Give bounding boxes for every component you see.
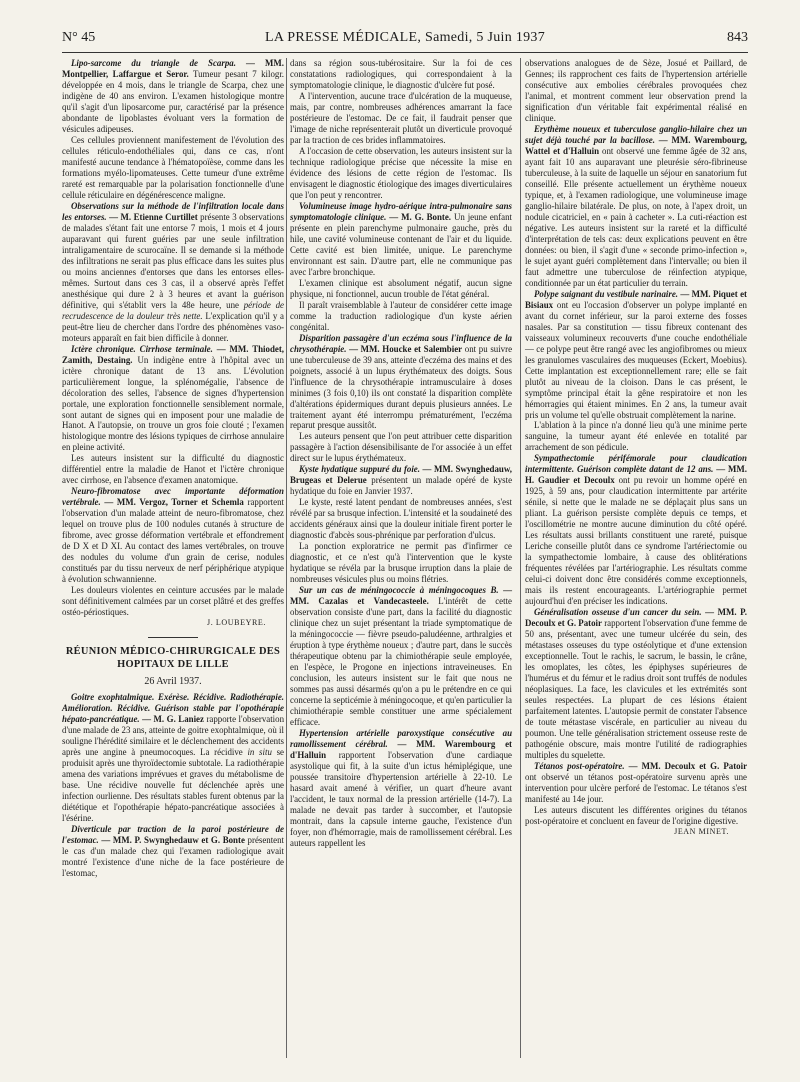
article-paragraph bbox=[525, 607, 747, 761]
article-authors: — MM. Vergoz, Torner et Schemla bbox=[104, 497, 244, 508]
article-authors: — MM. P. Swynghedauw et G. Bonte bbox=[101, 834, 245, 845]
article-paragraph: Les auteurs discutent les différentes origines du tétanos post-opératoire et concluent en faveur de l'origine digestive. bbox=[525, 804, 747, 826]
article-paragraph: observations analogues de de Sèze, Josué et Paillard, de Gennes; ils rapprochent ces faits de l'hypertension artérielle consécutive aux embolies cérébrales provoquées chez l'animal, et montrent comment leur observation prend la signification d'un véritable fait expérimental réalisé en clinique. bbox=[525, 58, 747, 123]
article-authors: — MM. Warembourg, Wattel et d'Halluin bbox=[525, 134, 748, 156]
article-authors: — MM. Montpellier, Laffargue et Seror. bbox=[62, 58, 284, 79]
article-paragraph: Le kyste, resté latent pendant de nombreuses années, s'est révélé par sa brusque infection. L'intensité et la soudaineté des accidents généraux ainsi que la douleur initiale firent porter le diagnostic d'abcès sous-phrénique par perforation d'ulcus. bbox=[290, 497, 512, 541]
article-text: rapportent l'observation d'une cardiaque asystolique qui fit, à la suite d'un ictus hémiplégique, une poussée transitoire d'hypertension artérielle à 22-10. Le hasard avait amené à vérifier, un quart d'heure avant l'accident, le taux normal de la pression artérielle (14-7). La malade ne devait pas tarder à succomber, et l'autopsie montrait, dans la capsule interne gauche, l'existence d'un foyer, non d'hémorragie, mais de ramollissement cérébral. Les auteurs rappellent les bbox=[290, 750, 512, 848]
issue-number: N° 45 bbox=[62, 30, 96, 45]
article-text: ont observé un tétanos post-opératoire survenu après une intervention pour ulcère perforé de l'estomac. Le tétanos s'est manifesté au 14e jour. bbox=[525, 771, 747, 804]
article-title: Polype saignant du vestibule narinaire. bbox=[534, 288, 678, 299]
article-paragraph bbox=[290, 585, 512, 728]
article-paragraph bbox=[62, 486, 284, 585]
column-3 bbox=[525, 58, 747, 838]
article-title: Sympathectomie périfémorale pour claudication intermittente. Guérison complète datant de 12 ans. bbox=[525, 453, 747, 475]
article-title: Généralisation osseuse d'un cancer du sein. bbox=[534, 607, 702, 618]
article-paragraph: Les auteurs insistent sur la difficulté du diagnostic différentiel entre la maladie de Hanot et l'ictère chronique avec cirrhose, en l'absence d'examen anatomique. bbox=[62, 453, 284, 486]
article-paragraph bbox=[62, 58, 284, 135]
article-emphasis: période de recrudescence de la douleur très nette. bbox=[62, 299, 284, 321]
column-divider bbox=[286, 58, 287, 1058]
signature: JEAN MINET. bbox=[674, 826, 729, 836]
article-paragraph: Ces cellules proviennent manifestement de l'évolution des cellules réticulo-endothéliales qui, dans ce cas, n'ont manifesté aucune tendance à l'hématopoïèse, comme dans les formations myélo-lipomateuses. Cette tumeur d'une extrême rareté est remarquable par la polarisation fonctionnelle d'une cellule réticulaire en dégénérescence maligne. bbox=[62, 134, 284, 200]
article-title: Neuro-fibromatose avec importante déformation vertébrale. bbox=[62, 486, 284, 508]
column-2 bbox=[290, 58, 512, 849]
article-text: présentent le cas d'un malade chez qui l'examen radiologique avait montré l'existence d'une niche de la face postérieure de l'estomac, bbox=[62, 834, 285, 878]
article-title: Observations sur la méthode de l'infiltration locale dans les entorses. bbox=[62, 200, 284, 222]
article-text: Un indigène entre à l'hôpital avec un ictère chronique datant de 13 ans. L'évolution particulièrement longue, la splénomégalie, l'absence de décoloration des selles, l'absence de signes d'hypertension portale, une exploration fonctionnelle sensiblement normale, sont autant de signes qui en imposent pour une maladie de Hanot. A l'autopsie, on trouve un gros foie clouté ; l'examen histologique montre des lésions typiques de cirrhose annulaire en pleine activité. bbox=[62, 354, 284, 453]
article-authors: — M. G. Bonte. bbox=[389, 211, 452, 222]
article-title: Sur un cas de méningococcie à méningocoques B. bbox=[299, 585, 499, 596]
article-authors: — MM. Thiodet, Zamith, Destaing. bbox=[62, 343, 284, 365]
article-authors: — MM. Piquet et Bisiaux bbox=[525, 288, 747, 310]
column-1 bbox=[62, 58, 284, 879]
article-title: Erythème noueux et tuberculose ganglio-hilaire chez un sujet déjà touché par la bacillose. bbox=[525, 123, 747, 145]
article-text: Tumeur pesant 7 kilogr. développée en 4 mois, dans le triangle de Scarpa, chez une indigène de 40 ans environ. L'examen histologique montre qu'il s'agit d'un liposarcome pur, caractérisé par la présence abondante de lipoblastes évoluant vers la formation de vésicules adipeuses. bbox=[62, 68, 285, 134]
article-title: Tétanos post-opératoire. bbox=[534, 761, 625, 771]
page-number: 843 bbox=[727, 30, 748, 45]
article-paragraph bbox=[62, 692, 284, 824]
section-date: 26 Avril 1937. bbox=[144, 676, 202, 688]
article-text: rapportent l'observation d'un malade atteint de neuro-fibromatose, chez lequel on trouve plus de 100 nodules cutanés à structure de fibrome, avec grosse déformation vertébrale et effondrement de D X et D XI. Au contact des lames vertébrales, on trouve des nodules du volume d'un grain de cerise, nodules constitués par du tissu nerveux de nerf périphérique atypique à évolution schwannienne. bbox=[62, 497, 284, 585]
article-authors: — MM. Cazalas et Vandecasteele. bbox=[290, 585, 512, 607]
article-title: Goitre exophtalmique. Exérèse. Récidive. Radiothérapie. Amélioration. Récidive. Guérison stable par l'opothérapie hépato-pancréatique. bbox=[62, 692, 284, 725]
article-title: Ictère chronique. Cirrhose terminale. bbox=[71, 343, 213, 354]
article-text: L'explication qu'il y a peut-être lieu de chercher dans l'ordre des phénomènes vaso-moteurs apparaît en fait bien difficile à donner. bbox=[62, 310, 284, 343]
article-paragraph: Il paraît vraisemblable à l'auteur de considérer cette image comme la traduction radiologique d'un kyste aérien congénital. bbox=[290, 299, 512, 332]
article-text: présentent un malade opéré de kyste hydatique du foie en Janvier 1937. bbox=[290, 475, 513, 497]
article-title: Volumineuse image hydro-aérique intra-pulmonaire sans symptomatologie clinique. bbox=[290, 200, 512, 222]
article-paragraph bbox=[62, 344, 284, 454]
article-paragraph bbox=[62, 201, 284, 344]
article-text: ont eu l'occasion d'observer un polype implanté en avant du cornet inférieur, sur la paroi externe des fosses nasales. Par sa constitution — tissu fibreux contenant des vaisseaux volumineux recouverts d'une couche endothéliale — ce polype peut être rangé avec les angiofibromes ou mieux les granulomes vasculaires des muqueuses (Eckert, Moebius). Cette implantation est exceptionnellement rare; elle se fait plutôt au niveau de la cloison. Dans le cas présent, le symptôme principal était la gêne respiratoire et non les hémorragies qui étaient minimes. En 2 ans, la tumeur avait pris un volume tel qu'elle obstruait complètement la narine. bbox=[525, 299, 747, 420]
article-authors: — MM. Warembourg et d'Halluin bbox=[290, 739, 512, 761]
article-text: Un jeune enfant présente en plein parenchyme pulmonaire gauche, près du hile, une cavité volumineuse contenant de l'air et du liquide. Cette cavité est bien limitée, unique. Le parenchyme environnant est sain. D'autre part, elle ne communique pas avec l'arbre bronchique. bbox=[290, 211, 513, 277]
article-paragraph: Les auteurs pensent que l'on peut attribuer cette disparition passagère à l'action désensibilisante de l'or associée à un effet direct sur le lupus érythémateux. bbox=[290, 431, 512, 464]
article-text: rapportent l'observation d'une femme de 50 ans, présentant, avec une tumeur ulcérée du sein, des métastases osseuses du type ostéolytique et d'une extension exceptionnelle. Tout le rachis, le sacrum, le bassin, le crâne, les omoplates, les côtes, les épiphyses supérieures de l'humérus et du fémur et le radius droit sont truffés de nodules néoplasiques. La face, les clavicules et les extrémités sont seules respectées. La plupart de ces lésions étaient parfaitement latentes. L'autopsie permit de constater l'absence de toute métastase viscérale, en particulier au niveau du poumon. Une telle généralisation strictement osseuse reste de pathogénie obscure, mais montre l'utilité de radiographies multiples du squelette. bbox=[525, 618, 747, 761]
article-authors: — M. Etienne Curtillet bbox=[109, 211, 198, 222]
signature: J. LOUBEYRE. bbox=[207, 618, 266, 628]
article-paragraph: L'examen clinique est absolument négatif, aucun signe physique, ni fonctionnel, aucun trouble de l'état général. bbox=[290, 277, 512, 299]
article-title: Disparition passagère d'un eczéma sous l'influence de la chrysothérapie. bbox=[290, 332, 512, 354]
article-text: ont pu suivre une tuberculeuse de 39 ans, atteinte d'eczéma des mains et des poignets, associé à un lupus érythémateux des doigts. Sous l'influence de la chrysothérapie intramusculaire à doses minimes (3 fois 0,10) ils ont constaté la disparition complète d'altérations épidermiques durant depuis plusieurs années. Le traitement ayant été interrompu prématurément, l'eczéma reparut presque aussitôt. bbox=[290, 343, 513, 431]
article-paragraph bbox=[290, 333, 512, 432]
article-title: Kyste hydatique suppuré du foie. bbox=[299, 464, 420, 475]
article-text: présente 3 observations de malades s'étant fait une entorse 7 mois, 1 mois et 4 jours auparavant qui furent guéries par une seule infiltration intraligamentaire de scurocaïne. Il se demande si la méthode des infiltrations ne serait pas plus efficace dans les suites plus ou moins anciennes d'entorses que dans les entorses elles-mêmes. Surtout dans ces 3 cas, il a observé après l'effet anesthésique qui dure 2 à 3 heures et avant la guérison définitive, qui s'établit vers la 48e heure, une bbox=[62, 211, 284, 310]
article-text: rapporte l'observation d'une malade de 23 ans, atteinte de goitre exophtalmique, où il souligne l'hérédité similaire et le déclenchement des accidents après une angine à pneumocoques. La récidive bbox=[62, 714, 285, 758]
article-title: Diverticule par traction de la paroi postérieure de l'estomac. bbox=[62, 824, 284, 845]
article-authors: — MM. Houcke et Salembier bbox=[349, 343, 463, 354]
article-text: L'intérêt de cette observation consiste d'une part, dans la facilité du diagnostic clinique chez un sujet présentant la triade symptomatique de la méningococcie — fièvre pseudo-paludéenne, arthralgies et éruption à type érythème noueux ; d'autre part, dans le succès thérapeutique obtenu par la chimiothérapie seule employée, en l'espèce, le Progone en injections intraveineuses. En conclusion, les auteurs insistent sur le fait que nous ne sommes pas aussi désarmés qu'on a pu le prétendre en ce qui concerne la septicémie à méningocoque, et qu'en particulier la chimiothérapie semble constituer une arme spécialement efficace. bbox=[290, 596, 512, 728]
article-emphasis: in situ bbox=[247, 747, 272, 758]
article-paragraph: A l'occasion de cette observation, les auteurs insistent sur la technique radiologique précise que nécessite la mise en évidence des lésions de cette région de l'estomac. Ils envisagent le diagnostic étiologique des images diverticulaires que l'on peut y rencontrer. bbox=[290, 145, 512, 200]
article-paragraph: Les douleurs violentes en ceinture accusées par le malade sont définitivement calmées par un corset plâtré et des greffes ostéo-périostiques. bbox=[62, 585, 284, 618]
article-paragraph bbox=[290, 201, 512, 278]
article-paragraph: A l'intervention, aucune trace d'ulcération de la muqueuse, mais, par contre, nombreuses adhérences amarrant la face postérieure de l'estomac. De ce fait, il faudrait penser que l'image de niche représenterait plutôt un diverticule provoqué par la traction de ces brides inflammatoires. bbox=[290, 90, 512, 145]
article-title: Hypertension artérielle paroxystique consécutive au ramollissement cérébral. bbox=[290, 728, 512, 750]
article-title: Lipo-sarcome du triangle de Scarpa. bbox=[71, 58, 236, 68]
article-text: se produisit après une thyroïdectomie subtotale. La radiothérapie amena des variations imprévues et graves du métabolisme de base. Une récidive nouvelle fut déclenchée après une infection ourlienne. Des résultats stables furent obtenus par la diététique et l'opothérapie hépato-pancréatique associées à l'ésérine. bbox=[62, 747, 284, 824]
article-paragraph bbox=[525, 453, 747, 607]
article-paragraph: L'ablation à la pince n'a donné lieu qu'à une minime perte sanguine, la tumeur ayant été enlevée en totalité par arrachement de son pédicule. bbox=[525, 420, 747, 453]
article-authors: — MM. Decoulx et G. Patoir bbox=[628, 761, 748, 771]
article-paragraph bbox=[290, 464, 512, 497]
article-paragraph bbox=[62, 824, 284, 879]
article-paragraph bbox=[525, 289, 747, 421]
article-paragraph bbox=[525, 124, 747, 289]
article-text: ont observé une femme âgée de 32 ans, ayant fait 10 ans auparavant une pleurésie séro-fibrineuse tuberculeuse, à la suite de laquelle un séjour en sanatorium fut conseillé. Elle présente actuellement un érythème noueux typique, et, à l'examen radiologique, une volumineuse image ganglio-hilaire bilatérale. De plus, on note, à l'apex droit, un nodule cicatriciel, en « pain à cacheter ». La cuti-réaction est négative. Les auteurs insistent sur la rareté et la difficulté d'interprétation de tels cas: deux explications peuvent en être données: ou bien, il s'agit d'une « seconde primo-infection », le sujet ayant guéri complètement dans l'intervalle; ou bien il faut admettre une tuberculose de réinfection atypique, conditionnée par un état particulier du terrain. bbox=[525, 145, 747, 288]
section-divider bbox=[148, 637, 198, 638]
article-authors: — M. G. Laniez bbox=[142, 714, 204, 725]
page-header bbox=[62, 30, 748, 52]
header-rule bbox=[62, 52, 748, 53]
article-authors: — MM. Swynghedauw, Brugeas et Delerue bbox=[290, 464, 513, 486]
article-authors: — MM. H. Gaudier et Decoulx bbox=[525, 464, 747, 486]
article-paragraph: La ponction exploratrice ne permit pas d'infirmer ce diagnostic, et ce n'est qu'à l'intervention que le kyste hydatique se révéla par la brusque irruption dans la plaie de nombreuses vésicules plus ou moins flétries. bbox=[290, 541, 512, 585]
article-paragraph bbox=[290, 728, 512, 849]
article-authors: — MM. P. Decoulx et G. Patoir bbox=[525, 607, 748, 629]
article-text: ont pu revoir un homme opéré en 1925, à 59 ans, pour claudication intermittente par artérite sénile, si nette que le malade ne se déplaçait plus sans un pliant. La guérison persiste complète depuis ce temps, et l'oscillométrie ne montre aucune diminution du côté opéré. Les résultats aussi brillants constituent une rareté, puisque Leriche conseille plutôt dans ce syndrome l'artériectomie ou la sympathectomie lombaire, à cause des oblitérations fréquentes révélées par l'artériographie. Les résultats comme celui-ci doivent donc être considérés comme exceptionnels, mais ils restent encourageants. L'artériographie permet aujourd'hui d'en préciser les indications. bbox=[525, 475, 747, 607]
journal-title: LA PRESSE MÉDICALE, Samedi, 5 Juin 1937 bbox=[264, 30, 546, 45]
article-paragraph bbox=[525, 761, 747, 805]
column-divider bbox=[520, 58, 521, 1058]
article-paragraph: dans sa région sous-tubérositaire. Sur la foi de ces constatations radiologiques, qui correspondaient à la symptomatologie clinique, le diagnostic d'ulcère fut posé. bbox=[290, 58, 512, 90]
section-title: RÉUNION MÉDICO-CHIRURGICALE DES HOPITAUX DE LILLE bbox=[65, 646, 281, 670]
